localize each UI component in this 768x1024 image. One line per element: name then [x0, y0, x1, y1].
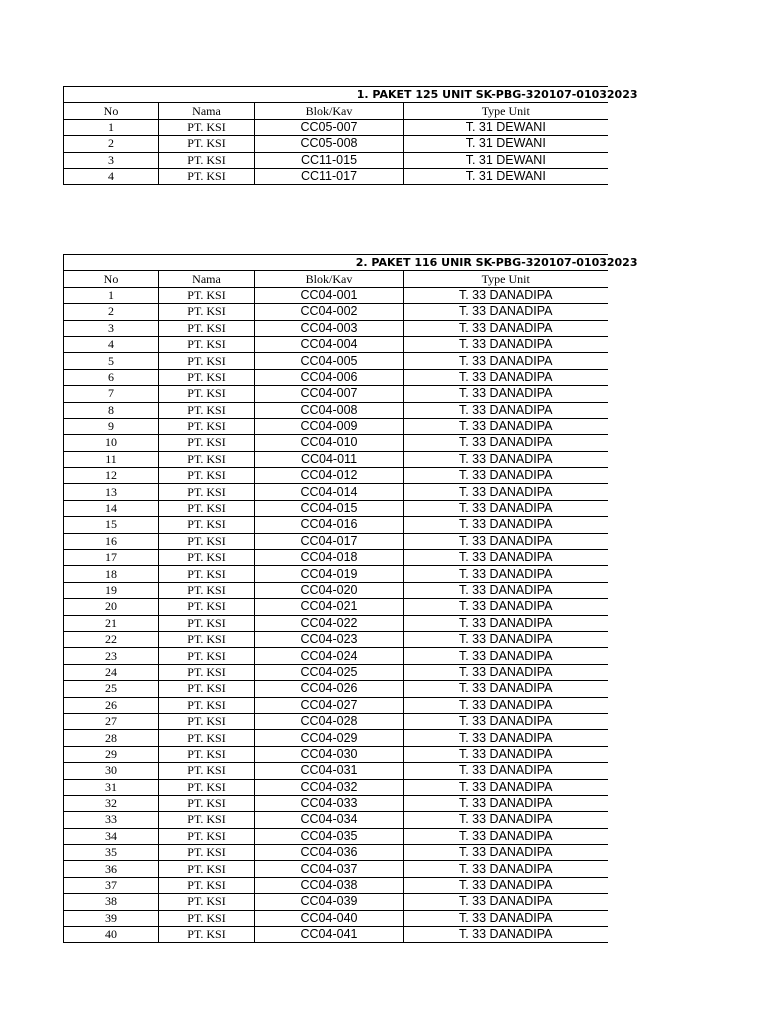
row-type-unit: T. 33 DANADIPA — [404, 353, 608, 369]
row-blok-kav: CC04-020 — [255, 582, 404, 598]
row-type-unit: T. 33 DANADIPA — [404, 812, 608, 828]
row-number: 12 — [64, 468, 159, 484]
column-header: Blok/Kav — [255, 103, 404, 119]
row-number: 2 — [64, 136, 159, 152]
row-name: PT. KSI — [159, 845, 255, 861]
row-blok-kav: CC04-040 — [255, 910, 404, 926]
row-type-unit: T. 33 DANADIPA — [404, 435, 608, 451]
row-type-unit: T. 33 DANADIPA — [404, 402, 608, 418]
row-blok-kav: CC04-027 — [255, 697, 404, 713]
row-type-unit: T. 33 DANADIPA — [404, 533, 608, 549]
row-number: 10 — [64, 435, 159, 451]
row-number: 3 — [64, 152, 159, 168]
table-row — [64, 927, 608, 943]
row-number: 33 — [64, 812, 159, 828]
row-blok-kav: CC05-007 — [255, 119, 404, 135]
row-number: 13 — [64, 484, 159, 500]
table-row — [64, 304, 608, 320]
row-type-unit: T. 33 DANADIPA — [404, 599, 608, 615]
row-blok-kav: CC04-012 — [255, 468, 404, 484]
row-blok-kav: CC04-002 — [255, 304, 404, 320]
row-name: PT. KSI — [159, 168, 255, 184]
row-name: PT. KSI — [159, 320, 255, 336]
table-title-text: 2. PAKET 116 UNIR SK-PBG-320107-01032023 — [355, 256, 638, 270]
table-row — [64, 500, 608, 516]
row-name: PT. KSI — [159, 615, 255, 631]
row-number: 5 — [64, 353, 159, 369]
row-name: PT. KSI — [159, 730, 255, 746]
row-number: 37 — [64, 877, 159, 893]
table-row — [64, 910, 608, 926]
column-header: Type Unit — [404, 271, 608, 287]
row-blok-kav: CC04-009 — [255, 418, 404, 434]
row-blok-kav: CC04-028 — [255, 713, 404, 729]
row-type-unit: T. 31 DEWANI — [404, 168, 608, 184]
row-name: PT. KSI — [159, 664, 255, 680]
row-type-unit: T. 33 DANADIPA — [404, 910, 608, 926]
table-row — [64, 369, 608, 385]
row-name: PT. KSI — [159, 500, 255, 516]
table-title — [64, 87, 638, 103]
row-blok-kav: CC04-025 — [255, 664, 404, 680]
table-row — [64, 615, 608, 631]
row-blok-kav: CC04-015 — [255, 500, 404, 516]
table-row — [64, 812, 608, 828]
row-type-unit: T. 31 DEWANI — [404, 152, 608, 168]
row-type-unit: T. 33 DANADIPA — [404, 845, 608, 861]
row-name: PT. KSI — [159, 435, 255, 451]
row-name: PT. KSI — [159, 152, 255, 168]
row-name: PT. KSI — [159, 517, 255, 533]
row-name: PT. KSI — [159, 336, 255, 352]
row-blok-kav: CC11-015 — [255, 152, 404, 168]
table-row — [64, 353, 608, 369]
row-number: 18 — [64, 566, 159, 582]
row-type-unit: T. 33 DANADIPA — [404, 615, 608, 631]
row-name: PT. KSI — [159, 533, 255, 549]
table-row — [64, 648, 608, 664]
row-blok-kav: CC04-038 — [255, 877, 404, 893]
table-header-row — [64, 271, 608, 287]
row-type-unit: T. 33 DANADIPA — [404, 730, 608, 746]
row-blok-kav: CC04-030 — [255, 746, 404, 762]
row-blok-kav: CC04-029 — [255, 730, 404, 746]
row-number: 40 — [64, 927, 159, 943]
table-row — [64, 320, 608, 336]
row-blok-kav: CC04-036 — [255, 845, 404, 861]
row-number: 11 — [64, 451, 159, 467]
row-blok-kav: CC04-010 — [255, 435, 404, 451]
row-blok-kav: CC04-023 — [255, 631, 404, 647]
row-type-unit: T. 33 DANADIPA — [404, 763, 608, 779]
row-blok-kav: CC04-005 — [255, 353, 404, 369]
table-row — [64, 468, 608, 484]
row-name: PT. KSI — [159, 402, 255, 418]
row-number: 2 — [64, 304, 159, 320]
row-number: 23 — [64, 648, 159, 664]
table-row — [64, 136, 608, 152]
row-number: 20 — [64, 599, 159, 615]
row-type-unit: T. 33 DANADIPA — [404, 681, 608, 697]
row-blok-kav: CC04-018 — [255, 550, 404, 566]
row-type-unit: T. 33 DANADIPA — [404, 320, 608, 336]
row-name: PT. KSI — [159, 353, 255, 369]
table-row — [64, 484, 608, 500]
table-row — [64, 877, 608, 893]
row-name: PT. KSI — [159, 763, 255, 779]
row-type-unit: T. 33 DANADIPA — [404, 927, 608, 943]
row-type-unit: T. 33 DANADIPA — [404, 779, 608, 795]
row-blok-kav: CC05-008 — [255, 136, 404, 152]
row-number: 14 — [64, 500, 159, 516]
table-row — [64, 418, 608, 434]
row-number: 4 — [64, 168, 159, 184]
row-blok-kav: CC04-011 — [255, 451, 404, 467]
row-name: PT. KSI — [159, 812, 255, 828]
row-type-unit: T. 31 DEWANI — [404, 119, 608, 135]
table-row — [64, 746, 608, 762]
row-type-unit: T. 33 DANADIPA — [404, 500, 608, 516]
row-number: 39 — [64, 910, 159, 926]
table-row — [64, 795, 608, 811]
row-type-unit: T. 33 DANADIPA — [404, 795, 608, 811]
row-type-unit: T. 33 DANADIPA — [404, 550, 608, 566]
row-name: PT. KSI — [159, 119, 255, 135]
table-title-row — [64, 255, 608, 271]
row-name: PT. KSI — [159, 648, 255, 664]
row-blok-kav: CC04-008 — [255, 402, 404, 418]
row-name: PT. KSI — [159, 599, 255, 615]
row-blok-kav: CC04-033 — [255, 795, 404, 811]
row-name: PT. KSI — [159, 386, 255, 402]
row-number: 15 — [64, 517, 159, 533]
row-blok-kav: CC04-001 — [255, 287, 404, 303]
row-type-unit: T. 33 DANADIPA — [404, 631, 608, 647]
row-name: PT. KSI — [159, 136, 255, 152]
column-header: Type Unit — [404, 103, 608, 119]
table-row — [64, 779, 608, 795]
table-row — [64, 845, 608, 861]
table-row — [64, 631, 608, 647]
table-row — [64, 664, 608, 680]
row-type-unit: T. 33 DANADIPA — [404, 861, 608, 877]
row-blok-kav: CC11-017 — [255, 168, 404, 184]
row-type-unit: T. 33 DANADIPA — [404, 894, 608, 910]
table-row — [64, 168, 608, 184]
table-row — [64, 287, 608, 303]
table-row — [64, 861, 608, 877]
row-blok-kav: CC04-035 — [255, 828, 404, 844]
row-type-unit: T. 33 DANADIPA — [404, 304, 608, 320]
row-type-unit: T. 33 DANADIPA — [404, 287, 608, 303]
unit-table-2 — [63, 254, 638, 943]
row-blok-kav: CC04-006 — [255, 369, 404, 385]
table-row — [64, 697, 608, 713]
row-number: 30 — [64, 763, 159, 779]
row-number: 35 — [64, 845, 159, 861]
table-row — [64, 763, 608, 779]
row-blok-kav: CC04-026 — [255, 681, 404, 697]
row-type-unit: T. 31 DEWANI — [404, 136, 608, 152]
column-header: Nama — [159, 103, 255, 119]
row-blok-kav: CC04-019 — [255, 566, 404, 582]
table-row — [64, 582, 608, 598]
row-number: 8 — [64, 402, 159, 418]
row-name: PT. KSI — [159, 861, 255, 877]
row-type-unit: T. 33 DANADIPA — [404, 468, 608, 484]
table-title-row — [64, 87, 608, 103]
row-blok-kav: CC04-041 — [255, 927, 404, 943]
row-number: 6 — [64, 369, 159, 385]
table-row — [64, 894, 608, 910]
row-name: PT. KSI — [159, 746, 255, 762]
row-name: PT. KSI — [159, 697, 255, 713]
row-name: PT. KSI — [159, 566, 255, 582]
row-number: 16 — [64, 533, 159, 549]
row-name: PT. KSI — [159, 369, 255, 385]
row-type-unit: T. 33 DANADIPA — [404, 386, 608, 402]
row-number: 7 — [64, 386, 159, 402]
row-name: PT. KSI — [159, 484, 255, 500]
table-row — [64, 566, 608, 582]
row-type-unit: T. 33 DANADIPA — [404, 484, 608, 500]
row-number: 27 — [64, 713, 159, 729]
row-type-unit: T. 33 DANADIPA — [404, 336, 608, 352]
row-number: 29 — [64, 746, 159, 762]
row-type-unit: T. 33 DANADIPA — [404, 418, 608, 434]
row-number: 34 — [64, 828, 159, 844]
row-blok-kav: CC04-037 — [255, 861, 404, 877]
row-number: 32 — [64, 795, 159, 811]
row-name: PT. KSI — [159, 550, 255, 566]
table-title — [64, 255, 638, 271]
column-header: No — [64, 103, 159, 119]
row-type-unit: T. 33 DANADIPA — [404, 713, 608, 729]
table-row — [64, 435, 608, 451]
table-row — [64, 599, 608, 615]
row-type-unit: T. 33 DANADIPA — [404, 664, 608, 680]
row-name: PT. KSI — [159, 828, 255, 844]
table-row — [64, 152, 608, 168]
table-row — [64, 550, 608, 566]
row-number: 19 — [64, 582, 159, 598]
row-name: PT. KSI — [159, 779, 255, 795]
table-row — [64, 386, 608, 402]
table-row — [64, 828, 608, 844]
table-row — [64, 402, 608, 418]
row-name: PT. KSI — [159, 713, 255, 729]
row-blok-kav: CC04-021 — [255, 599, 404, 615]
row-number: 4 — [64, 336, 159, 352]
column-header: Blok/Kav — [255, 271, 404, 287]
row-type-unit: T. 33 DANADIPA — [404, 746, 608, 762]
row-blok-kav: CC04-003 — [255, 320, 404, 336]
table-row — [64, 336, 608, 352]
row-type-unit: T. 33 DANADIPA — [404, 582, 608, 598]
row-blok-kav: CC04-031 — [255, 763, 404, 779]
row-blok-kav: CC04-004 — [255, 336, 404, 352]
row-name: PT. KSI — [159, 304, 255, 320]
row-name: PT. KSI — [159, 795, 255, 811]
row-number: 25 — [64, 681, 159, 697]
row-name: PT. KSI — [159, 468, 255, 484]
row-name: PT. KSI — [159, 287, 255, 303]
row-number: 9 — [64, 418, 159, 434]
row-blok-kav: CC04-017 — [255, 533, 404, 549]
row-name: PT. KSI — [159, 910, 255, 926]
row-type-unit: T. 33 DANADIPA — [404, 566, 608, 582]
row-name: PT. KSI — [159, 927, 255, 943]
table-row — [64, 451, 608, 467]
table-row — [64, 713, 608, 729]
row-name: PT. KSI — [159, 451, 255, 467]
row-blok-kav: CC04-022 — [255, 615, 404, 631]
unit-table-1 — [63, 86, 638, 185]
row-number: 1 — [64, 287, 159, 303]
row-number: 38 — [64, 894, 159, 910]
row-blok-kav: CC04-014 — [255, 484, 404, 500]
row-name: PT. KSI — [159, 877, 255, 893]
row-name: PT. KSI — [159, 418, 255, 434]
row-number: 36 — [64, 861, 159, 877]
table-row — [64, 681, 608, 697]
row-number: 17 — [64, 550, 159, 566]
row-type-unit: T. 33 DANADIPA — [404, 877, 608, 893]
row-number: 1 — [64, 119, 159, 135]
table-row — [64, 517, 608, 533]
row-type-unit: T. 33 DANADIPA — [404, 369, 608, 385]
row-name: PT. KSI — [159, 894, 255, 910]
row-type-unit: T. 33 DANADIPA — [404, 828, 608, 844]
row-name: PT. KSI — [159, 681, 255, 697]
row-blok-kav: CC04-016 — [255, 517, 404, 533]
table-row — [64, 533, 608, 549]
row-number: 21 — [64, 615, 159, 631]
row-name: PT. KSI — [159, 631, 255, 647]
table-row — [64, 119, 608, 135]
table-row — [64, 730, 608, 746]
row-number: 31 — [64, 779, 159, 795]
row-blok-kav: CC04-024 — [255, 648, 404, 664]
row-number: 3 — [64, 320, 159, 336]
column-header: Nama — [159, 271, 255, 287]
row-blok-kav: CC04-039 — [255, 894, 404, 910]
row-type-unit: T. 33 DANADIPA — [404, 648, 608, 664]
row-number: 24 — [64, 664, 159, 680]
row-type-unit: T. 33 DANADIPA — [404, 517, 608, 533]
row-type-unit: T. 33 DANADIPA — [404, 451, 608, 467]
row-name: PT. KSI — [159, 582, 255, 598]
table-header-row — [64, 103, 608, 119]
column-header: No — [64, 271, 159, 287]
row-number: 28 — [64, 730, 159, 746]
row-blok-kav: CC04-032 — [255, 779, 404, 795]
row-number: 26 — [64, 697, 159, 713]
table-title-text: 1. PAKET 125 UNIT SK-PBG-320107-01032023 — [356, 88, 638, 102]
row-blok-kav: CC04-034 — [255, 812, 404, 828]
row-blok-kav: CC04-007 — [255, 386, 404, 402]
row-number: 22 — [64, 631, 159, 647]
row-type-unit: T. 33 DANADIPA — [404, 697, 608, 713]
